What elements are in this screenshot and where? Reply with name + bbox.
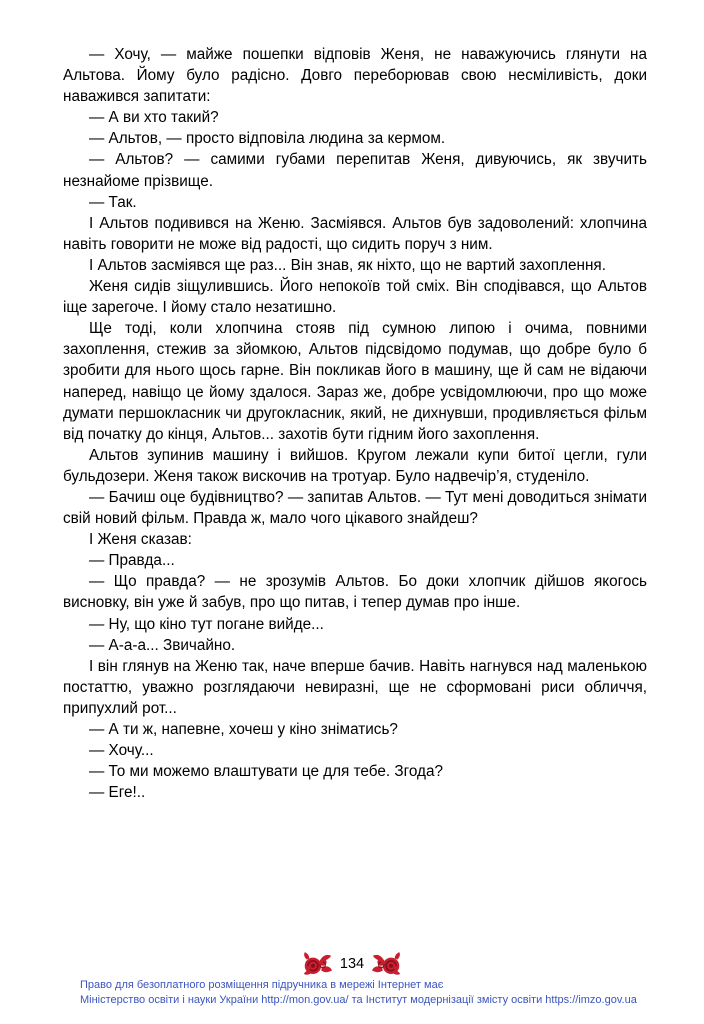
copyright-footer bbox=[80, 978, 680, 1008]
paragraph: І Женя сказав: bbox=[89, 531, 192, 549]
paragraph: — Ну, що кіно тут погане вийде... bbox=[89, 615, 324, 633]
paragraph: Женя сидів зіщулившись. Його непокоїв той сміх. Він сподівався, що Альтов іще зарегоче. І йому стало незатишно. bbox=[63, 278, 647, 317]
footer-line-1: Право для безоплатного розміщення підручника в мережі Інтернет має bbox=[80, 979, 444, 991]
page-text bbox=[63, 44, 647, 803]
paragraph: — Правда... bbox=[89, 552, 175, 570]
paragraph: — Альтов? — самими губами перепитав Женя, дивуючись, як звучить незнайоме прізвище. bbox=[63, 151, 647, 190]
paragraph: — Що правда? — не зрозумів Альтов. Бо доки хлопчик дійшов якогось висновку, він уже й забув, про що питав, і тепер думав про інше. bbox=[63, 573, 647, 612]
paragraph: — Еге!.. bbox=[89, 784, 146, 802]
paragraph: І Альтов засміявся ще раз... Він знав, як ніхто, що не вартий захоплення. bbox=[89, 256, 606, 274]
paragraph: — Хочу... bbox=[89, 742, 154, 760]
paragraph: І він глянув на Женю так, наче вперше бачив. Навіть нагнувся над маленькою постаттю, уважно розглядаючи невиразні, ще не сформовані риси обличчя, припухлий рот... bbox=[63, 657, 647, 717]
paragraph: — То ми можемо влаштувати це для тебе. Згода? bbox=[89, 763, 443, 781]
paragraph: — Альтов, — просто відповіла людина за кермом. bbox=[89, 130, 446, 148]
rose-ornament-right-icon bbox=[371, 951, 402, 977]
paragraph: — А-а-а... Звичайно. bbox=[89, 636, 236, 654]
footer-line-2: Міністерство освіти і науки України http://mon.gov.ua/ та Інститут модернізації змісту освіти https://imzo.gov.ua bbox=[80, 994, 637, 1006]
rose-ornament-left-icon bbox=[302, 951, 333, 977]
paragraph: — Бачиш оце будівництво? — запитав Альтов. — Тут мені доводиться знімати свій новий фільм. Правда ж, мало чого цікавого знайдеш? bbox=[63, 488, 647, 528]
paragraph: — Хочу, — майже пошепки відповів Женя, не наважуючись глянути на Альтова. Йому було радісно. Довго переборював свою несміливість, доки наважився запитати: bbox=[63, 46, 647, 106]
paragraph: Ще тоді, коли хлопчина стояв під сумною липою і очима, повними захоплення, стежив за зйомкою, Альтов підсвідомо подумав, що добре було б зробити для нього щось гарне. Він покликав його в машину, ще й сам не відаючи наперед, навіщо це йому здалося. Зараз же, добре усвідомлюючи, про що може думати першокласник чи другокласник, який, не дихнувши, продивляється фільм від початку до кінця, Альтов... захотів бути гідним його захоплення. bbox=[63, 320, 647, 443]
page-number: 134 bbox=[339, 955, 365, 972]
paragraph: — А ви хто такий? bbox=[89, 109, 219, 127]
paragraph: — А ти ж, напевне, хочеш у кіно зніматись? bbox=[89, 721, 398, 738]
page-number-row bbox=[0, 951, 704, 977]
paragraph: Альтов зупинив машину і вийшов. Кругом лежали купи битої цегли, гули бульдозери. Женя також вискочив на тротуар. Було надвечір’я, студеніло. bbox=[63, 446, 647, 485]
paragraph: І Альтов подивився на Женю. Засміявся. Альтов був задоволений: хлопчина навіть говорити не може від радості, що сидить поруч з ним. bbox=[63, 214, 647, 253]
paragraph: — Так. bbox=[89, 193, 137, 211]
